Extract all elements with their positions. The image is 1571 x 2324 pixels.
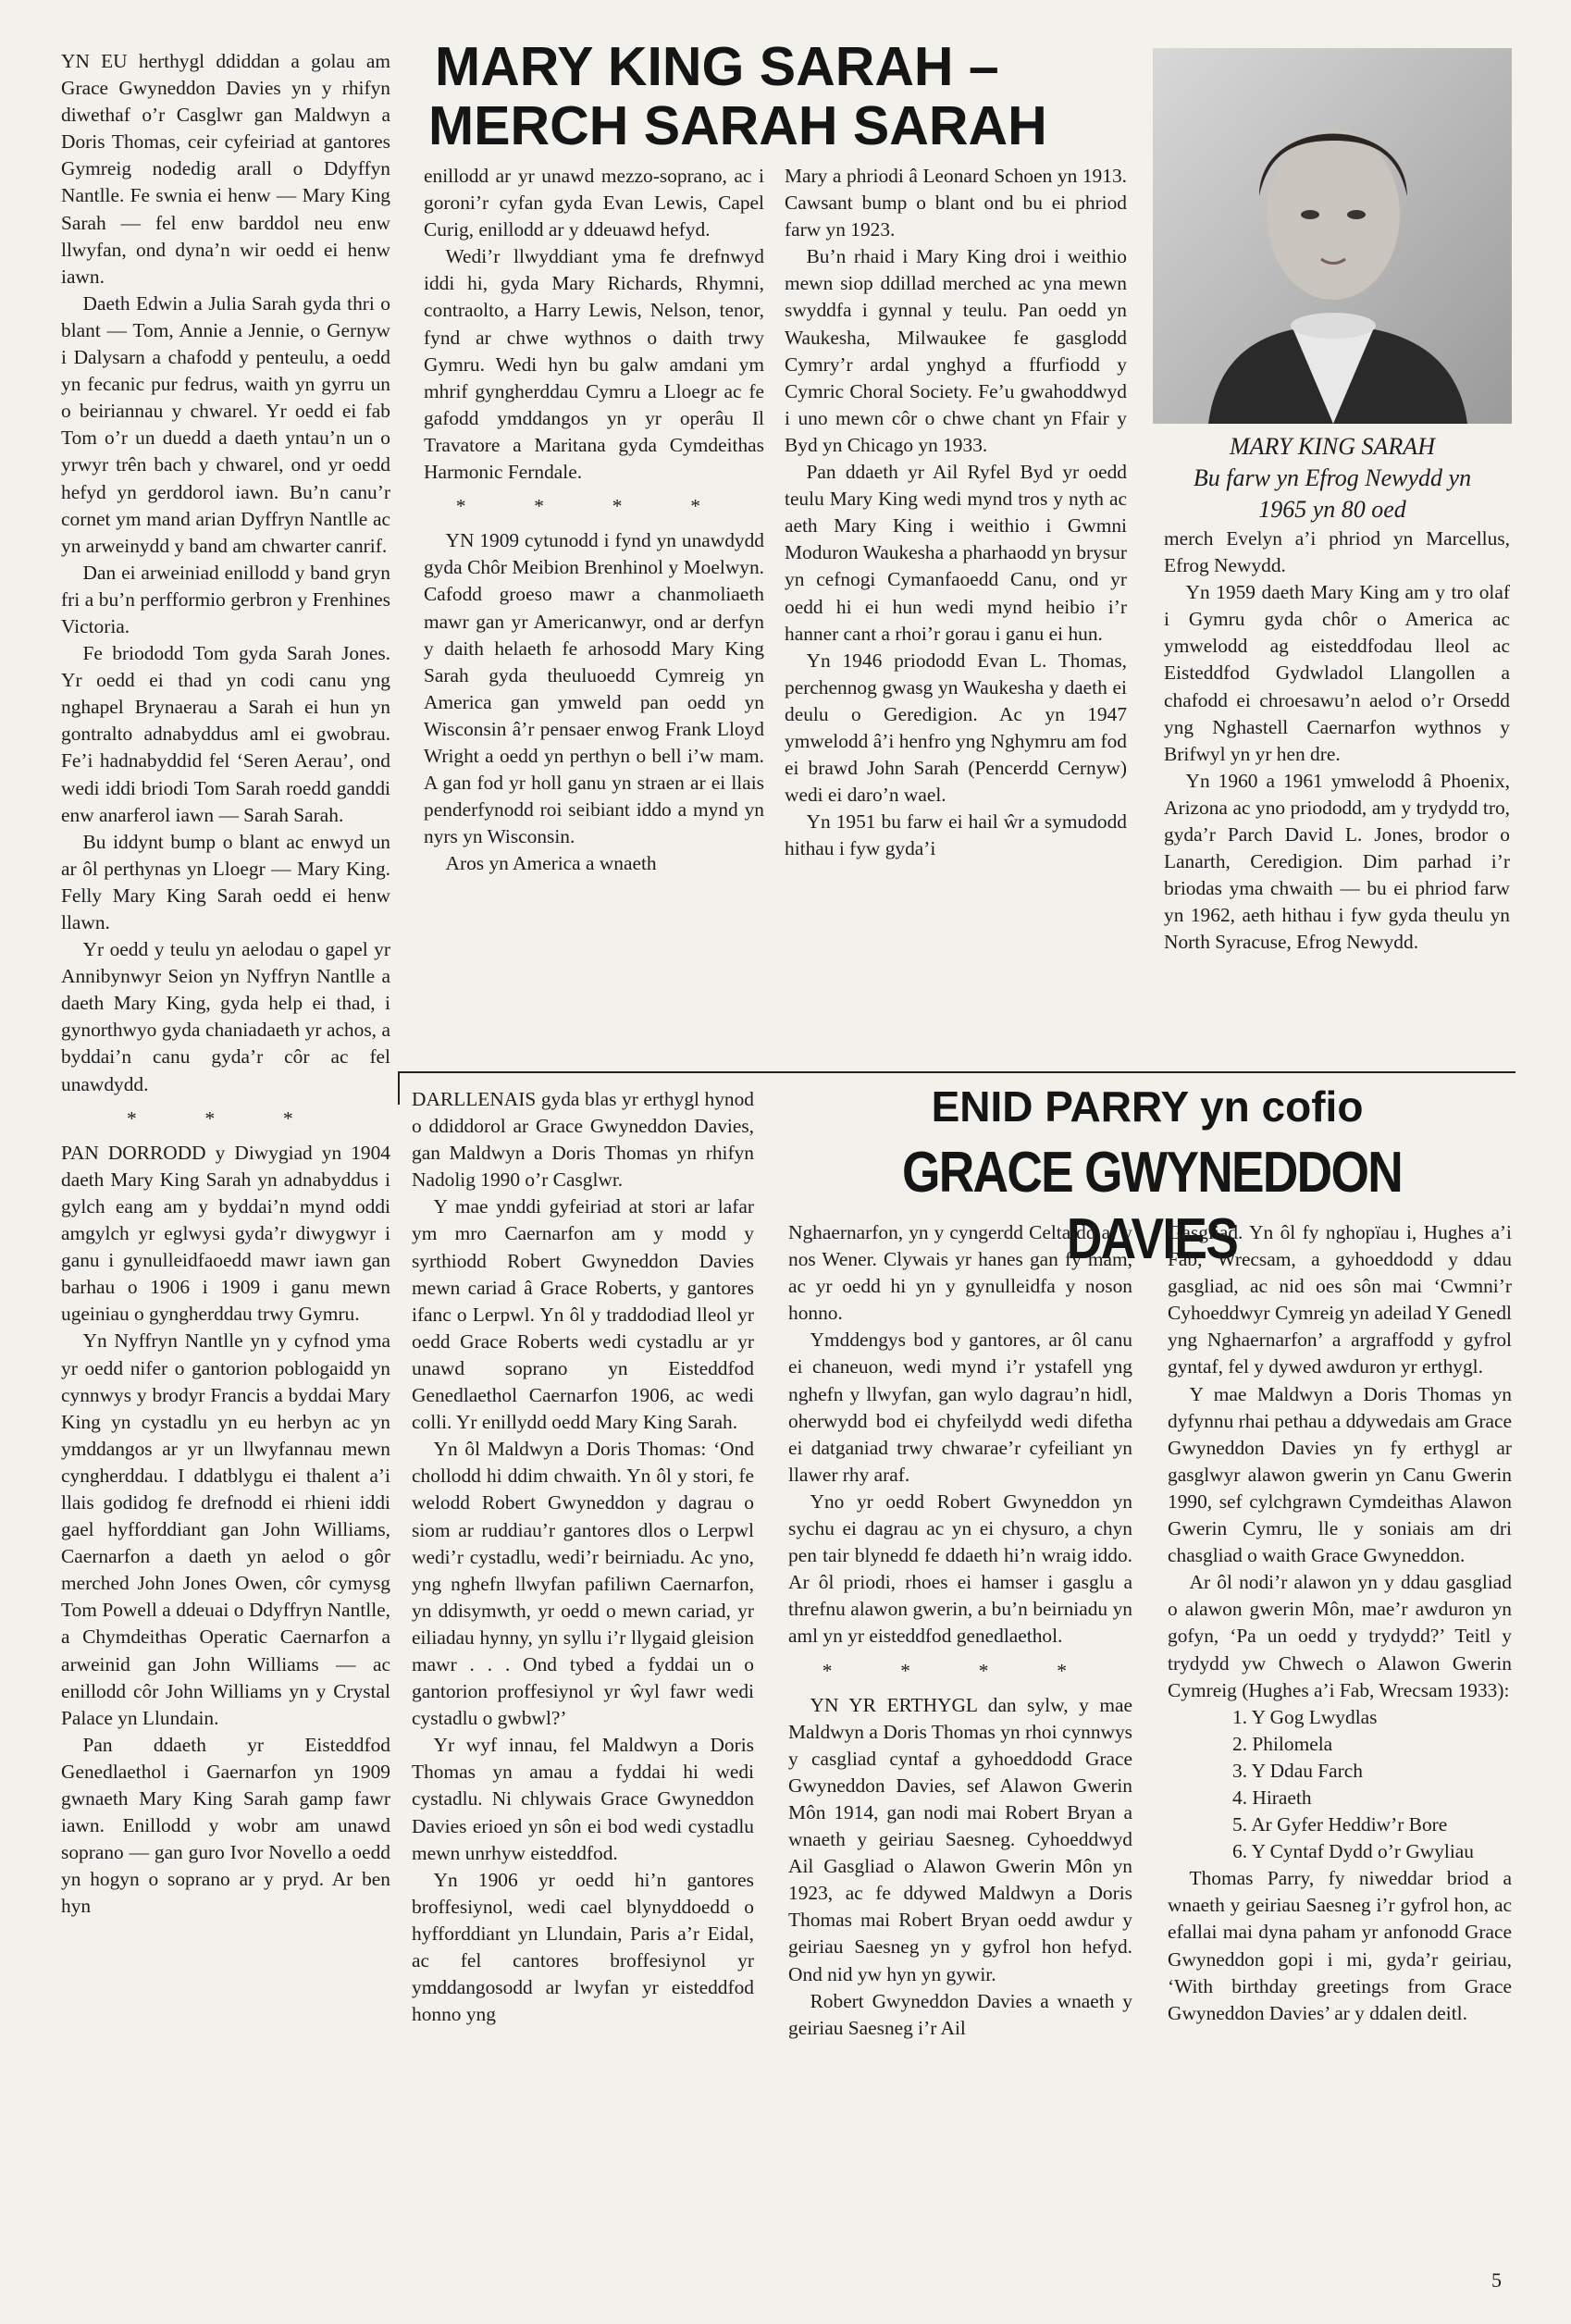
paragraph: YN EU herthygl ddiddan a golau am Grace Gwyneddon Davies yn y rhifyn diwethaf o’r Casglwr gan Maldwyn a Doris Thomas, ceir cyfeiriad at gantores Gymreig nodedig arall o Ddyffyn Nantlle. Fe swnia ei henw — Mary King Sarah — fel enw barddol neu enw llwyfan, ond dyna’n wir oedd ei henw iawn.: [61, 50, 390, 288]
paragraph: Gasgliad. Yn ôl fy nghopïau i, Hughes a’i Fab, Wrecsam, a gyhoeddodd y ddau gasgliad, ac nid oes sôn mai ‘Cwmni’r Cyhoeddwyr Cymreig yn adeilad Y Genedl yng Nghaernarfon’ a argraffodd y gyfrol gyntaf, fel y dywed awduron yr erthygl.: [1168, 1221, 1512, 1378]
paragraph: Yn 1960 a 1961 ymwelodd â Phoenix, Arizona ac yno priododd, am y trydydd tro, gyda’r Parch David L. Jones, brodor o Lanarth, Ceredigion. Dim parhad i’r briodas yma chwaith — bu ei phriod farw yn 1962, aeth hithau i fyw gyda theulu yn North Syracuse, Efrog Newydd.: [1164, 769, 1510, 954]
paragraph: Yr wyf innau, fel Maldwyn a Doris Thomas yn amau a fyddai hi wedi cystadlu. Ni chlywais Grace Gwyneddon Davies erioed yn sôn ei bod wedi cystadlu mewn unrhyw eisteddfod.: [412, 1734, 754, 1864]
caption-line2: Bu farw yn Efrog Newydd yn: [1193, 464, 1472, 491]
article2-column-1: [412, 1086, 754, 2287]
paragraph: merch Evelyn a’i phriod yn Marcellus, Efrog Newydd.: [1164, 527, 1510, 577]
mary-king-sarah-portrait: [1153, 48, 1512, 424]
paragraph: Yn ôl Maldwyn a Doris Thomas: ‘Ond chollodd hi ddim chwaith. Yn ôl y stori, fe welodd Robert Gwyneddon y dagrau o siom ar ruddiau’r gantores dlos o Lerpwl wedi’r cystadlu, wedi’r beirniadu. Ac yno, yng nghefn llwyfan pafiliwn Caernarfon, yn ddisymwth, yr oedd o mewn cariad, yr eiliadau hynny, yn syllu i’r llygaid gleision mawr . . . Ond tybed a fyddai un o gantorion proffesiynol yr ŵyl fawr wedi cystadlu o gwbwl?’: [412, 1438, 754, 1730]
article2-headline-line1: ENID PARRY yn cofio: [931, 1082, 1364, 1131]
portrait-caption: [1153, 431, 1512, 525]
article1-column-4: [1164, 525, 1510, 1065]
section-separator: * * * *: [455, 495, 733, 518]
paragraph: Mary a phriodi â Leonard Schoen yn 1913. Cawsant bump o blant ond bu ei phriod farw yn 1923.: [785, 165, 1127, 241]
paragraph: DARLLENAIS gyda blas yr erthygl hynod o ddiddorol ar Grace Gwyneddon Davies, gan Maldwyn a Doris Thomas yn rhifyn Nadolig 1990 o’r Casglwr.: [412, 1088, 754, 1192]
song-list: [1168, 1704, 1512, 1866]
article1-column-3: [785, 163, 1127, 1065]
paragraph: Fe briododd Tom gyda Sarah Jones. Yr oedd ei thad yn codi canu yng nghapel Brynaerau a Sarah ei hun yn gontralto adnabyddus aml ei gwobrau. Fe’i hadnabyddid fel ‘Seren Aerau’, ond wedi iddi briodi Tom Sarah roedd ganddi enw anarferol iawn — Sarah Sarah.: [61, 642, 390, 826]
section-separator: * * * *: [822, 1659, 1099, 1682]
song-list-item: 5. Ar Gyfer Heddiw’r Bore: [1232, 1813, 1448, 1836]
song-list-item: 3. Y Ddau Farch: [1232, 1759, 1363, 1782]
paragraph: YN 1909 cytunodd i fynd yn unawdydd gyda Chôr Meibion Brenhinol y Moelwyn. Cafodd groeso mawr a chanmoliaeth mawr gan yr Americanwyr, ond ar derfyn y daith helaeth fe arhosodd Mary King Sarah gyda theuluoedd Cymreig yn America gan ymweld pan oedd yn Wisconsin â’r pensaer enwog Frank Lloyd Wright a oedd yn perthyn o bell i’w mam. A gan fod yr holl ganu yn straen ar ei llais penderfynodd roi seibiant iddo a mynd yn nyrs yn Wisconsin.: [424, 529, 764, 848]
paragraph: Bu’n rhaid i Mary King droi i weithio mewn siop ddillad merched ac yna mewn swyddfa i gynnal y teulu. Pan oedd yn Waukesha, Milwaukee fe gasglodd Cymry’r ardal ynghyd a ffurfiodd y Cymric Choral Society. Fe’u gwahoddwyd i uno mewn côr o chwe chant yn Ffair y Byd yn Chicago yn 1933.: [785, 245, 1127, 456]
article2-headline-line2: GRACE GWYNEDDON DAVIES: [902, 1141, 1402, 1271]
paragraph: Yn 1946 priododd Evan L. Thomas, perchennog gwasg yn Waukesha y daeth ei deulu o Geredigion. Ac yn 1947 ymwelodd â’i henfro yng Nghymru am fod ei brawd John Sarah (Pencerdd Cernyw) wedi ei daro’n wael.: [785, 649, 1127, 807]
page-number: 5: [1491, 2268, 1502, 2292]
paragraph: Thomas Parry, fy niweddar briod a wnaeth y geiriau Saesneg i’r gyfrol hon, ac efallai mai dyna paham yr anfonodd Grace Gwyneddon gopi i mi, gyda’r geiriau, ‘With birthday greetings from Grace Gwyneddon Davies’ ar y ddalen deitl.: [1168, 1867, 1512, 2024]
paragraph: Yn Nyffryn Nantlle yn y cyfnod yma yr oedd nifer o gantorion poblogaidd yn cynnwys y brodyr Francis a byddai Mary King yn cystadlu yn eu herbyn ac yn ymddangos ar yr un llwyfannau mewn cyngherddau. I ddatblygu ei thalent a’i llais godidog fe drefnodd ei rhieni iddi gael hyfforddiant gan John Williams, Caernarfon a daeth yn aelod o gôr merched John Jones Owen, côr cymysg Tom Powell a ddeuai o Ddyffryn Nantlle, a Chymdeithas Operatic Caernarfon a arweinid gan John Williams — ac enillodd côr John Williams yn y Crystal Palace yn Llundain.: [61, 1329, 390, 1729]
paragraph: PAN DORRODD y Diwygiad yn 1904 daeth Mary King Sarah yn adnabyddus i gylch eang am y byddai’n mynd oddi amgylch yr eglwysi gyda’r diwygwyr i ganu i gynulleidfaoedd mawr iawn gan barhau o 1906 i 1909 i ganu mewn ugeiniau o gyngherddau trwy Gymru.: [61, 1141, 390, 1326]
paragraph: Yno yr oedd Robert Gwyneddon yn sychu ei dagrau ac yn ei chysuro, a chyn pen tair blynedd fe ddaeth hi’n wraig iddo. Ar ôl priodi, rhoes ei hamser i gasglu a threfnu alawon gwerin, a bu’n beirniadu yn aml yn yr eisteddfod genedlaethol.: [788, 1490, 1132, 1648]
article-divider-vertical: [398, 1071, 400, 1105]
song-list-item: 2. Philomela: [1232, 1732, 1333, 1755]
paragraph: Bu iddynt bump o blant ac enwyd un ar ôl perthynas yn Lloegr — Mary King. Felly Mary King Sarah oedd ei henw llawn.: [61, 830, 390, 933]
caption-name: MARY KING SARAH: [1230, 433, 1435, 460]
article1-column-2: [424, 163, 764, 1065]
paragraph: Yn 1906 yr oedd hi’n gantores broffesiynol, wedi cael blynyddoedd o hyfforddiant yn Llundain, Paris a’r Eidal, ac fel cantores broffesiynol yr ymddangosodd ar lwyfan yr eisteddfod honno yng: [412, 1868, 754, 2026]
paragraph: Y mae Maldwyn a Doris Thomas yn dyfynnu rhai pethau a ddywedais am Grace Gwyneddon Davies yn fy erthygl ar gasglwyr alawon gwerin yn Canu Gwerin 1990, sef cylchgrawn Cymdeithas Alawon Gwerin Cymru, lle y soniais am dri chasgliad o waith Grace Gwyneddon.: [1168, 1382, 1512, 1567]
article1-column-1: [61, 48, 390, 2287]
paragraph: Wedi’r llwyddiant yma fe drefnwyd iddi hi, gyda Mary Richards, Rhymni, contraolto, a Harry Lewis, Nelson, tenor, fynd ar chwe wythnos o daith trwy Gymru. Wedi hyn bu galw amdani ym mhrif gyngherddau Cymru a Lloegr ac fe gafodd ymddangos yn yr operâu Il Travatore a Maritana gyda Cymdeithas Harmonic Ferndale.: [424, 245, 764, 484]
paragraph: Ar ôl nodi’r alawon yn y ddau gasgliad o alawon gwerin Môn, mae’r awduron yn gofyn, ‘Pa un oedd y trydydd?’ Teitl y trydydd yw Chwech o Alawon Gwerin Cymreig (Hughes a’i Fab, Wrecsam 1933):: [1168, 1571, 1512, 1701]
paragraph: Pan ddaeth yr Ail Ryfel Byd yr oedd teulu Mary King wedi mynd tros y nyth ac aeth Mary King i weithio i Gwmni Moduron Waukesha a pharhaodd yn brysur yn cefnogi Cymanfaoedd Canu, ond yr oedd hi ei hun wedi mynd heibio i’r hanner cant a rhoi’r gorau i ganu ei hun.: [785, 461, 1127, 645]
paragraph: enillodd ar yr unawd mezzo-soprano, ac i goroni’r cyfan gyda Evan Lewis, Capel Curig, enillodd ar y ddeuawd hefyd.: [424, 165, 764, 241]
paragraph: Dan ei arweiniad enillodd y band gryn fri a bu’n perfformio gerbron y Frenhines Victoria.: [61, 561, 390, 637]
article1-headline-line1: MARY KING SARAH –: [435, 36, 999, 97]
paragraph: Aros yn America a wnaeth: [445, 852, 657, 875]
paragraph: YN YR ERTHYGL dan sylw, y mae Maldwyn a Doris Thomas yn rhoi cynnwys y casgliad cyntaf a gyhoeddodd Grace Gwyneddon Davies, sef Alawon Gwerin Môn 1914, gan nodi mai Robert Bryan a wnaeth y geiriau Saesneg. Cyhoeddwyd Ail Gasgliad o Alawon Gwerin Môn yn 1923, ac fe ddywed Maldwyn a Doris Thomas mai Robert Bryan oedd awdur y geiriau Saesneg yn y gyfrol hon hefyd. Ond nid yw hyn yn gywir.: [788, 1693, 1132, 1985]
paragraph: Yn 1951 bu farw ei hail ŵr a symudodd hithau i fyw gyda’i: [785, 810, 1127, 860]
article-divider-horizontal: [398, 1071, 1515, 1073]
paragraph: Y mae ynddi gyfeiriad at stori ar lafar ym mro Caernarfon am y modd y syrthiodd Robert Gwyneddon Davies mewn cariad â Grace Roberts, y gantores ifanc o Lerpwl. Yn ôl y traddodiad lleol yr oedd Grace Roberts wedi cystadlu ar yr unawd soprano yn Eisteddfod Genedlaethol Caernarfon 1906, ac wedi colli. Yr enillydd oedd Mary King Sarah.: [412, 1195, 754, 1434]
song-list-item: 1. Y Gog Lwydlas: [1232, 1705, 1378, 1728]
paragraph: Yr oedd y teulu yn aelodau o gapel yr Annibynwyr Seion yn Nyffryn Nantlle a daeth Mary King, gyda help ei thad, i gynorthwyo gyda chaniadaeth yr achos, a byddai’n canu gyda’r côr ac fel unawdydd.: [61, 938, 390, 1095]
paragraph: Daeth Edwin a Julia Sarah gyda thri o blant — Tom, Annie a Jennie, o Gernyw i Dalysarn a chafodd y penteulu, a oedd yn fecanic pur fedrus, waith yn gyrru un o beiriannau y chwarel. Yr oedd ei fab Tom o’r un duedd a daeth yntau’n un o yrwyr trên bach y chwarel, ond yr oedd hefyd yn gerddorol iawn. Bu’n canu’r cornet ym mand arian Dyffryn Nantlle ac yn arweinydd y band am chwarter canrif.: [61, 291, 390, 557]
song-list-item: 4. Hiraeth: [1232, 1786, 1312, 1809]
paragraph: Robert Gwyneddon Davies a wnaeth y geiriau Saesneg i’r Ail: [788, 1989, 1132, 2039]
article2-column-3: [1168, 1219, 1512, 2287]
paragraph: Yn 1959 daeth Mary King am y tro olaf i Gymru gyda chôr o America ac ymwelodd ag eisteddfodau lleol ac Eisteddfod Gydwladol Llangollen a chafodd ei chroesawu’n aelod o’r Orsedd yng Nghastell Caernarfon wythnos y Brifwyl yn yr hen dre.: [1164, 581, 1510, 765]
caption-line3: 1965 yn 80 oed: [1258, 496, 1406, 523]
paragraph: Nghaernarfon, yn y cyngerdd Celtaidd ar y nos Wener. Clywais yr hanes gan fy mam, ac yr oedd hi yn y gynulleidfa y noson honno.: [788, 1221, 1132, 1325]
song-list-item: 6. Y Cyntaf Dydd o’r Gwyliau: [1232, 1840, 1475, 1863]
paragraph: Pan ddaeth yr Eisteddfod Genedlaethol i Gaernarfon yn 1909 gwnaeth Mary King Sarah gamp fawr iawn. Enillodd y wobr am unawd soprano — gan guro Ivor Novello a oedd yn hogyn o soprano ar y pryd. Ar ben hyn: [61, 1733, 390, 1918]
article1-headline-line2: MERCH SARAH SARAH: [428, 95, 1047, 156]
section-separator: * * *: [127, 1106, 325, 1130]
paragraph: Ymddengys bod y gantores, ar ôl canu ei chaneuon, wedi mynd i’r ystafell yng nghefn y llwyfan, gan wylo dagrau’n hidl, oherwydd bod ei chyfeilydd wedi difetha ei datganiad trwy chwarae’r cyfeiliant yn llawer rhy araf.: [788, 1329, 1132, 1486]
article2-column-2: [788, 1219, 1132, 2287]
portrait-photo-image: [1153, 48, 1512, 424]
